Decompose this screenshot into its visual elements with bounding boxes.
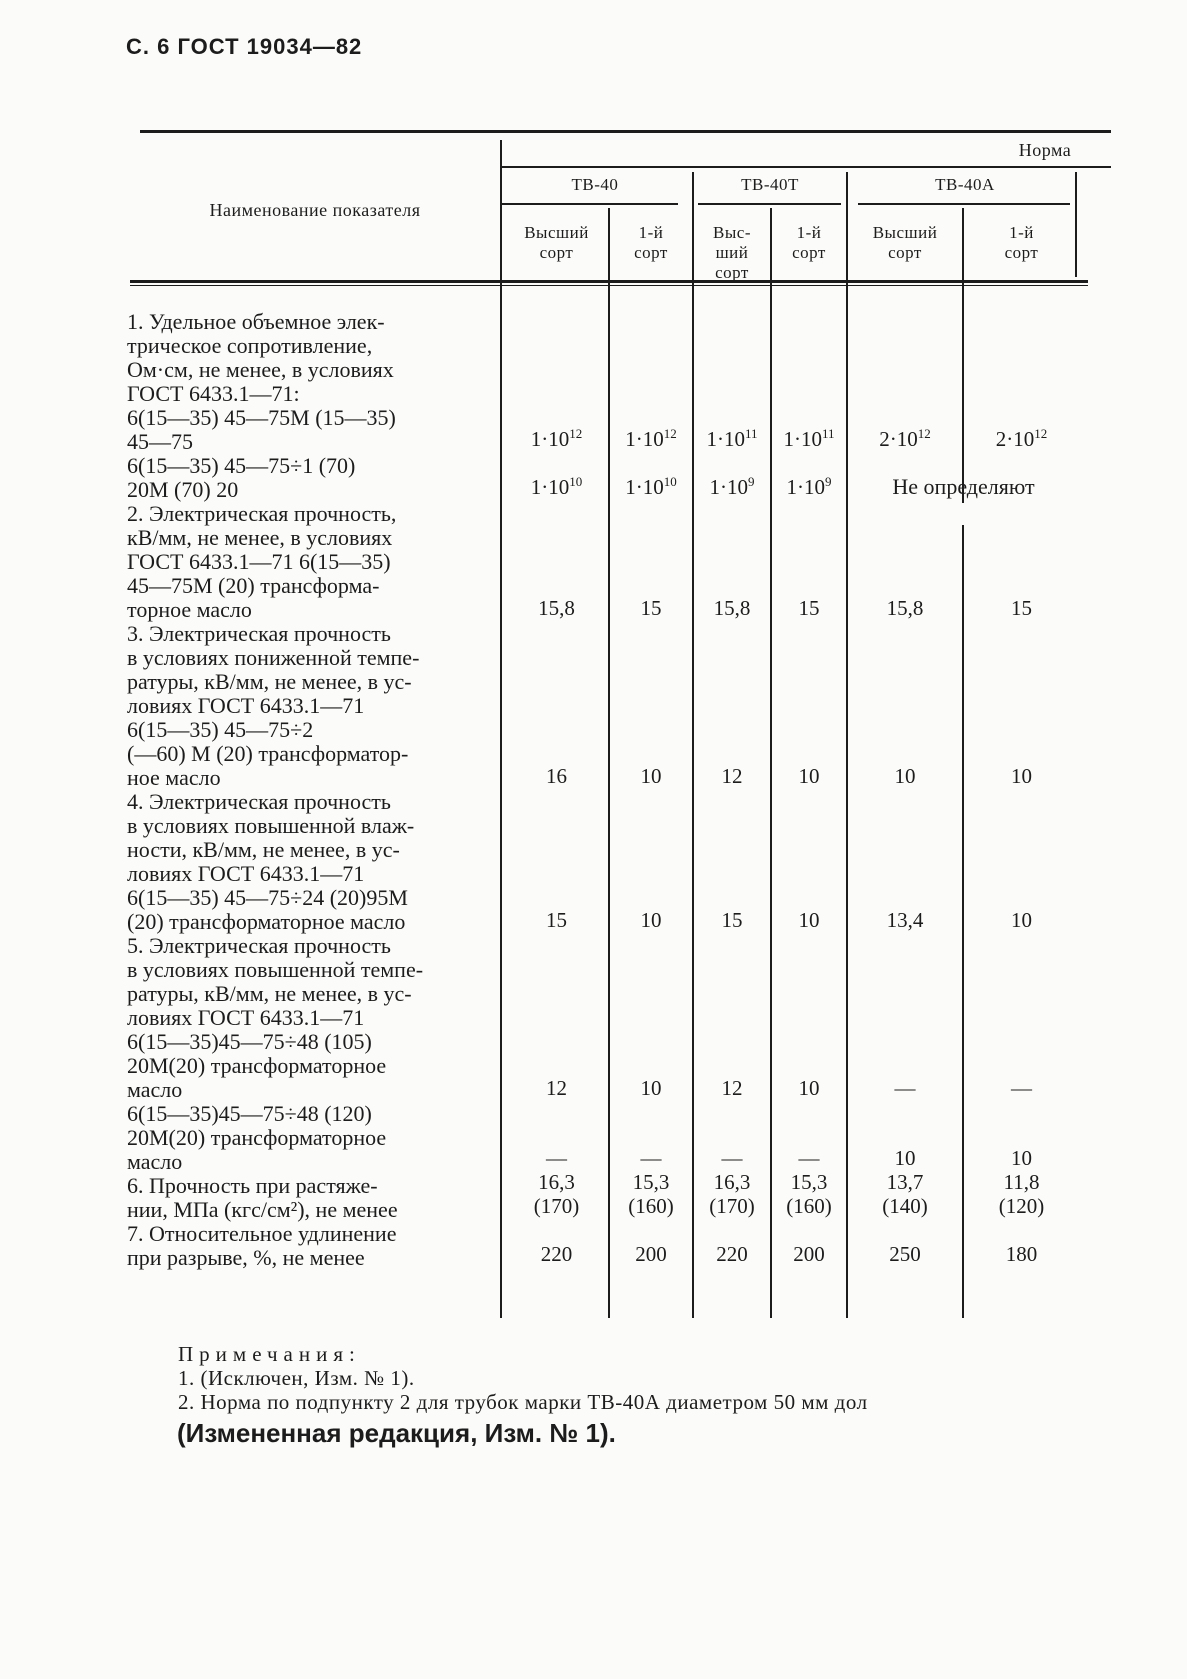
cell-r1b-c1: $1\cdot 10^{10}$: [530, 474, 583, 499]
group-rule-2: [698, 203, 841, 205]
cell-r5a-c5: —: [894, 1076, 916, 1100]
cell-r2-c2: 15: [640, 596, 662, 620]
cell-r2-c3: 15,8: [713, 596, 751, 620]
sub-header-4: 1-й сорт: [792, 223, 826, 262]
cell-r1b-c2: $1\cdot 10^{10}$: [625, 474, 677, 499]
cell-r5b-c6: 10: [1011, 1146, 1032, 1170]
row-desc-1b: 6(15—35) 45—75÷1 (70) 20М (70) 20: [127, 453, 356, 502]
sub-header-5: Высший сорт: [872, 223, 938, 262]
row-desc-5: 5. Электрическая прочность в условиях повышенной темпе- ратуры, кВ/мм, не менее, в ус- ловиях ГОСТ 6433.1—71 6(15—35)45—75÷48 (105) 20М(20) трансформаторное масло: [127, 933, 424, 1102]
norm-header: Норма: [1018, 140, 1072, 160]
cell-r1b-c4: $1\cdot 10^9$: [786, 474, 832, 499]
cell-r6a-c3: 16,3: [713, 1170, 751, 1194]
cell-r7-c2: 200: [635, 1242, 667, 1266]
row-desc-5b: 6(15—35)45—75÷48 (120) 20М(20) трансформаторное масло: [127, 1101, 387, 1174]
cell-r3-c1: 16: [546, 764, 567, 788]
cell-r6a-c4: 15,3: [790, 1170, 828, 1194]
cell-r2-c1: 15,8: [538, 596, 575, 620]
group-rule-3: [858, 203, 1070, 205]
row-desc-3: 3. Электрическая прочность в условиях пониженной темпе- ратуры, кВ/мм, не менее, в ус- ловиях ГОСТ 6433.1—71 6(15—35) 45—75÷2 (—60) М (20) трансформатор- ное масло: [127, 621, 420, 790]
cell-r6b-c5: (140): [882, 1194, 928, 1218]
cell-r5b-c2: —: [640, 1146, 662, 1170]
cell-r1b-c3: $1\cdot 10^9$: [709, 474, 755, 499]
notes-title: Примечания:: [178, 1342, 361, 1366]
cell-r6a-c2: 15,3: [632, 1170, 670, 1194]
group-header-tv40: ТВ-40: [571, 175, 619, 194]
sub-header-6: 1-й сорт: [1004, 223, 1039, 262]
cell-r1-c4: $1\cdot 10^{11}$: [783, 426, 835, 451]
cell-r1-c5: $2\cdot 10^{12}$: [879, 426, 931, 451]
cell-r7-c1: 220: [540, 1242, 573, 1266]
cell-r6b-c4: (160): [786, 1194, 832, 1218]
cell-r7-c3: 220: [716, 1242, 748, 1266]
norm-rule: [502, 166, 1111, 168]
cell-r6b-c1: (170): [533, 1194, 580, 1218]
cell-r2-c6: 15: [1011, 596, 1032, 620]
cell-r3-c6: 10: [1011, 764, 1032, 788]
col-divider-name: [500, 140, 502, 1318]
cell-r5b-c4: —: [798, 1146, 820, 1170]
cell-r6a-c6: 11,8: [1003, 1170, 1040, 1194]
cell-r2-c4: 15: [798, 596, 820, 620]
cell-r6b-c2: (160): [628, 1194, 674, 1218]
cell-r5a-c2: 10: [640, 1076, 662, 1100]
table-top-rule: [140, 130, 1111, 133]
cell-r5a-c1: 12: [546, 1076, 567, 1100]
cell-r3-c2: 10: [640, 764, 662, 788]
group-header-tv40t: ТВ-40Т: [741, 175, 799, 194]
cell-r2-c5: 15,8: [886, 596, 924, 620]
amendment-note: (Измененная редакция, Изм. № 1).: [177, 1418, 616, 1448]
col-name-header: Наименование показателя: [209, 200, 421, 220]
group-rule-1: [502, 203, 678, 205]
cell-r5b-c5: 10: [894, 1146, 916, 1170]
note-2: 2. Норма по подпункту 2 для трубок марки ТВ-40А диаметром 50 мм дол: [178, 1390, 868, 1414]
cell-r3-c3: 12: [721, 764, 743, 788]
row-desc-7: 7. Относительное удлинение при разрыве, %, не менее: [127, 1221, 397, 1270]
cell-r1-c1: $1\cdot 10^{12}$: [530, 426, 583, 451]
cell-r1-c2: $1\cdot 10^{12}$: [625, 426, 677, 451]
cell-r4-c3: 15: [721, 908, 743, 932]
cell-r4-c2: 10: [640, 908, 662, 932]
cell-r4-c1: 15: [546, 908, 567, 932]
cell-r5a-c6: —: [1011, 1076, 1032, 1100]
cell-r4-c5: 13,4: [886, 908, 924, 932]
sub-header-2: 1-й сорт: [634, 223, 668, 262]
cell-r4-c4: 10: [798, 908, 820, 932]
group-header-tv40a: ТВ-40А: [935, 175, 995, 194]
cell-r3-c5: 10: [894, 764, 916, 788]
cell-r1b-tv40a: Не определяют: [892, 474, 1035, 499]
page-header: С. 6 ГОСТ 19034—82: [126, 34, 363, 59]
sub-header-1: Высший сорт: [524, 223, 589, 262]
row-desc-6: 6. Прочность при растяже- нии, МПа (кгс/см²), не менее: [127, 1173, 398, 1222]
sub-header-3: Выс- ший сорт: [713, 223, 751, 282]
cell-r5b-c3: —: [721, 1146, 743, 1170]
note-1: 1. (Исключен, Изм. № 1).: [178, 1366, 415, 1390]
cell-r6a-c5: 13,7: [886, 1170, 924, 1194]
cell-r3-c4: 10: [798, 764, 820, 788]
row-desc-1: 1. Удельное объемное элек- трическое сопротивление, Ом·см, не менее, в условиях ГОСТ 6433.1—71: 6(15—35) 45—75М (15—35) 45—75: [127, 309, 396, 454]
cell-r4-c6: 10: [1011, 908, 1032, 932]
row-desc-2: 2. Электрическая прочность, кВ/мм, не менее, в условиях ГОСТ 6433.1—71 6(15—35) 45—75М (20) трансформа- торное масло: [127, 501, 397, 622]
cell-r6b-c6: (120): [998, 1194, 1045, 1218]
cell-r7-c5: 250: [889, 1242, 921, 1266]
cell-r5b-c1: —: [546, 1146, 567, 1170]
cell-r7-c4: 200: [793, 1242, 825, 1266]
cell-r7-c6: 180: [1005, 1242, 1038, 1266]
cell-r1-c6: $2\cdot 10^{12}$: [995, 426, 1048, 451]
cell-r5a-c3: 12: [721, 1076, 743, 1100]
cell-r6b-c3: (170): [709, 1194, 755, 1218]
cell-r6a-c1: 16,3: [538, 1170, 575, 1194]
row-desc-4: 4. Электрическая прочность в условиях повышенной влаж- ности, кВ/мм, не менее, в ус- ловиях ГОСТ 6433.1—71 6(15—35) 45—75÷24 (20)95М (20) трансформаторное масло: [127, 789, 415, 934]
cell-r5a-c4: 10: [798, 1076, 820, 1100]
cell-r1-c3: $1\cdot 10^{11}$: [706, 426, 758, 451]
